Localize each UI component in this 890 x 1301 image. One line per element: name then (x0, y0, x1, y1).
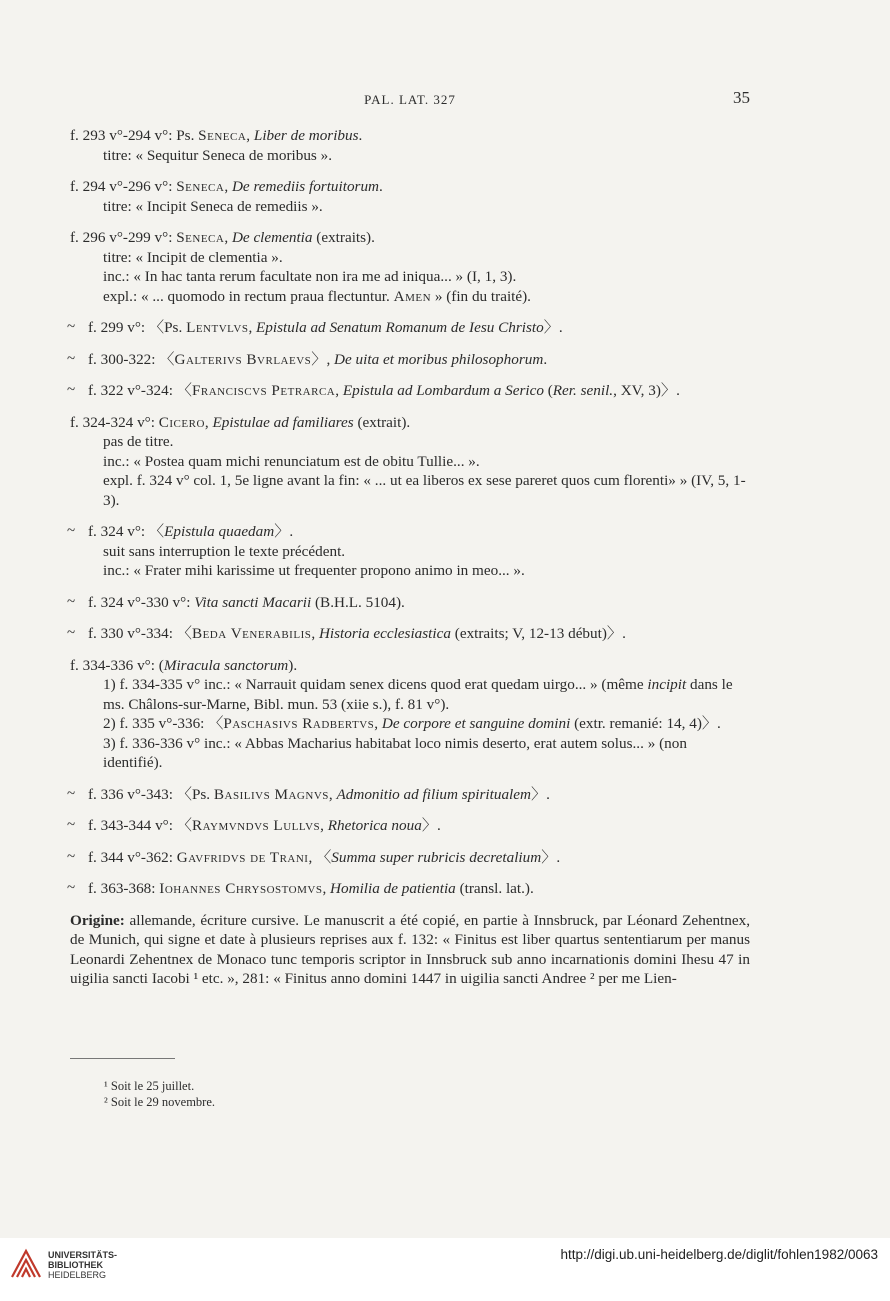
text-run: , (311, 625, 319, 642)
tilde-mark: ~ (67, 319, 76, 335)
origine-text: allemande, écriture cursive. Le manuscrit a été copié, en partie à Innsbruck, par Léonard Zehentnex, de Munich, qui signe et date à plusieurs reprises aux f. 132: « Finitus est liber quartus sententiarum per manus Leonardi Zehentnex de Monaco tunc temporis scriptor in Innsbruck sub anno incarnationis domini Ihesu 47 in uigilia sancti Iacobi ¹ etc. », 281: « Finitus anno domini 1447 in uigilia sancti Andree ² per me Lien- (70, 911, 750, 987)
text-run: 〉. (274, 523, 294, 540)
text-run: (extr. remanié: 14, 4)〉. (570, 715, 721, 732)
entry-heading (67, 816, 750, 836)
text-run: Iohannes Chrysostomvs (159, 880, 323, 897)
text-run: Franciscvs Petrarca (191, 382, 336, 399)
text-run: 1) f. 334-335 v° inc.: « Narrauit quidam senex dicens quod erat quedam uirgo... » (même (103, 676, 648, 693)
text-run: Lentvlvs (186, 319, 249, 336)
entry-detail (70, 542, 750, 562)
catalogue-text (67, 126, 750, 989)
entry-heading (70, 126, 750, 146)
text-run: f. 294 v°-296 v°: (70, 178, 177, 195)
text-run: f. 296 v°-299 v°: (70, 229, 177, 246)
footnote-rule (70, 1058, 175, 1059)
text-run: f. 300-322: 〈 (88, 350, 175, 368)
text-run: 〉. (530, 785, 550, 803)
text-run: Beda Venerabilis (191, 625, 312, 642)
entry-detail (70, 452, 750, 472)
text-run: f. 293 v°-294 v°: Ps. (70, 127, 199, 144)
entry-heading (67, 381, 750, 401)
text-run: f. 324 v°-330 v°: (88, 593, 195, 611)
text-run: f. 322 v°-324: 〈 (88, 382, 192, 399)
entry-heading (67, 318, 750, 338)
text-run: , (328, 785, 337, 803)
text-run: , (335, 382, 343, 399)
manuscript-entry (70, 177, 750, 216)
manuscript-entry (70, 126, 750, 165)
entry-heading (70, 177, 750, 197)
manuscript-entry (67, 350, 750, 370)
text-run: titre: « Incipit Seneca de remediis ». (103, 197, 323, 215)
text-run: Epistulae ad familiares (212, 413, 354, 431)
page-number: 35 (733, 88, 750, 107)
entry-detail (70, 432, 750, 452)
manuscript-entry (67, 522, 750, 581)
text-run: , (320, 817, 328, 834)
text-run: , (224, 229, 232, 246)
text-run: Galterivs Bvrlaevs (174, 350, 312, 368)
library-logo-icon (9, 1247, 43, 1281)
text-run: pas de titre. (103, 433, 174, 450)
entry-heading (67, 879, 750, 899)
entry-detail (70, 267, 750, 287)
tilde-mark: ~ (67, 382, 76, 398)
text-run: inc.: « Frater mihi karissime ut frequenter propono animo in meo... ». (103, 562, 525, 579)
entry-heading (70, 413, 750, 433)
manuscript-entry (67, 879, 750, 899)
text-run: f. 363-368: (88, 880, 160, 897)
text-run: 〉, (311, 350, 335, 368)
text-run: f. 334-336 v°: ( (70, 656, 164, 674)
text-run: Amen (393, 287, 432, 305)
tilde-mark: ~ (67, 625, 76, 641)
tilde-mark: ~ (67, 880, 76, 896)
text-run: . (543, 350, 548, 368)
manuscript-entry (67, 848, 750, 868)
entry-heading (67, 522, 750, 542)
text-run: 〉. (421, 817, 441, 834)
text-run: Vita sancti Macarii (194, 593, 312, 611)
text-run: , XV, 3)〉. (613, 382, 680, 399)
text-run: titre: « Sequitur Seneca de moribus ». (103, 146, 333, 164)
text-run: f. 344 v°-362: (88, 848, 177, 866)
tilde-mark: ~ (67, 523, 76, 539)
text-run: f. 336 v°-343: 〈Ps. (88, 785, 214, 803)
text-run: Summa super rubricis decretalium (331, 848, 542, 866)
text-run: , 〈 (308, 848, 332, 866)
text-run: Seneca (176, 178, 225, 195)
tilde-mark: ~ (67, 848, 76, 865)
entry-detail (70, 146, 750, 166)
entry-heading (67, 848, 750, 868)
entry-heading (67, 593, 750, 613)
manuscript-entry (67, 593, 750, 613)
entry-detail (70, 675, 750, 714)
text-run: (extraits). (312, 229, 375, 246)
running-title: PAL. LAT. 327 (364, 92, 456, 107)
text-run: incipit (647, 676, 687, 693)
entry-detail (70, 248, 750, 268)
permalink-url[interactable]: http://digi.ub.uni-heidelberg.de/diglit/fohlen1982/0063 (560, 1247, 878, 1262)
text-run: (B.H.L. 5104). (311, 593, 405, 611)
text-run: Epistula ad Lombardum a Serico (342, 382, 544, 399)
manuscript-entry (70, 656, 750, 773)
tilde-mark: ~ (67, 817, 76, 833)
manuscript-entry (67, 318, 750, 338)
entry-detail (70, 197, 750, 217)
text-run: titre: « Incipit de clementia ». (103, 248, 283, 266)
text-run: , (204, 413, 213, 431)
text-run: Basilivs Magnvs (213, 785, 329, 803)
manuscript-entry (67, 816, 750, 836)
text-run: Homilia de patientia (330, 880, 456, 897)
text-run: De corpore et sanguine domini (381, 715, 571, 732)
text-run: (extraits; V, 12-13 début)〉. (450, 625, 626, 642)
text-run: Rer. senil. (552, 382, 614, 399)
text-run: , (224, 178, 232, 195)
text-run: (extrait). (353, 413, 411, 431)
entry-detail (70, 287, 750, 307)
text-run: Paschasivs Radbertvs (223, 715, 375, 732)
text-run: Epistula quaedam (164, 523, 275, 540)
text-run: expl.: « ... quomodo in rectum praua flectuntur. (103, 287, 394, 305)
text-run: Seneca (176, 229, 225, 246)
footnotes (104, 1078, 215, 1110)
text-run: Seneca (198, 127, 247, 144)
manuscript-entry (70, 413, 750, 511)
footer-bar (0, 1238, 890, 1301)
entry-detail (70, 734, 750, 773)
manuscript-entry (70, 228, 750, 306)
text-run: Admonitio ad filium spiritualem (336, 785, 531, 803)
text-run: 〉. (541, 848, 561, 866)
text-run: expl. f. 324 v° col. 1, 5e ligne avant la fin: « ... ut ea liberos ex sese pareret quos cum florenti» » (IV, 5, 1-3). (103, 472, 746, 509)
text-run: Miracula sanctorum (163, 656, 289, 674)
text-run: ( (543, 382, 553, 399)
manuscript-entry (67, 785, 750, 805)
text-run: (transl. lat.). (455, 880, 534, 897)
text-run: » (fin du traité). (431, 287, 531, 305)
text-run: suit sans interruption le texte précédent. (103, 542, 346, 560)
entry-detail (70, 561, 750, 581)
text-run: inc.: « In hac tanta rerum facultate non ira me ad iniqua... » (I, 1, 3). (103, 268, 517, 285)
library-logo-text: UNIVERSITÄTS- BIBLIOTHEK HEIDELBERG (48, 1250, 118, 1280)
text-run: 3) f. 336-336 v° inc.: « Abbas Macharius habitabat loco nimis deserto, erat autem solus... » (non identifié). (103, 734, 687, 771)
text-run: De uita et moribus philosophorum (334, 350, 544, 368)
origine-paragraph (70, 911, 750, 989)
origine-label: Origine: (70, 911, 125, 929)
text-run: f. 324-324 v°: (70, 413, 159, 431)
entry-detail (70, 714, 750, 734)
text-run: 2) f. 335 v°-336: 〈 (103, 715, 224, 732)
text-run: Cicero (158, 413, 205, 431)
text-run: Liber de moribus (253, 127, 359, 144)
entry-heading (67, 785, 750, 805)
text-run: De remediis fortuitorum (231, 178, 380, 195)
text-run: , (246, 127, 254, 144)
entry-heading (67, 624, 750, 644)
text-run: Gavfridvs de Trani (176, 848, 309, 866)
text-run: , (374, 715, 382, 732)
text-run: Historia ecclesiastica (318, 625, 451, 642)
text-run: dans le ms. Châlons-sur-Marne, Bibl. mun. 53 (xiie s.), f. 81 v°). (103, 676, 733, 713)
text-run: 〉. (543, 319, 563, 336)
entry-heading (67, 350, 750, 370)
text-run: De clementia (231, 229, 313, 246)
manuscript-entry (67, 624, 750, 644)
entry-detail (70, 471, 750, 510)
footnote-1: ¹ Soit le 25 juillet. (104, 1079, 195, 1093)
text-run: Rhetorica noua (327, 817, 422, 834)
text-run: . (358, 127, 363, 144)
text-run: , (322, 880, 331, 897)
entry-heading (70, 228, 750, 248)
text-run: f. 324 v°: 〈 (88, 523, 165, 540)
text-run: f. 299 v°: 〈Ps. (88, 319, 187, 336)
manuscript-entry (67, 381, 750, 401)
text-run: . (379, 178, 383, 195)
text-run: f. 330 v°-334: 〈 (88, 625, 192, 642)
page-header (70, 86, 750, 110)
text-run: inc.: « Postea quam michi renunciatum est de obitu Tullie... ». (103, 452, 480, 470)
tilde-mark: ~ (67, 593, 76, 610)
text-run: f. 343-344 v°: 〈 (88, 817, 192, 834)
footnote-2: ² Soit le 29 novembre. (104, 1095, 216, 1109)
tilde-mark: ~ (67, 350, 76, 367)
entry-list (67, 126, 750, 899)
entry-heading (70, 656, 750, 676)
tilde-mark: ~ (67, 785, 76, 802)
text-run: Raymvndvs Lullvs (191, 817, 321, 834)
text-run: , (248, 319, 257, 336)
text-run: Epistula ad Senatum Romanum de Iesu Christo (256, 319, 544, 336)
text-run: ). (288, 656, 298, 674)
